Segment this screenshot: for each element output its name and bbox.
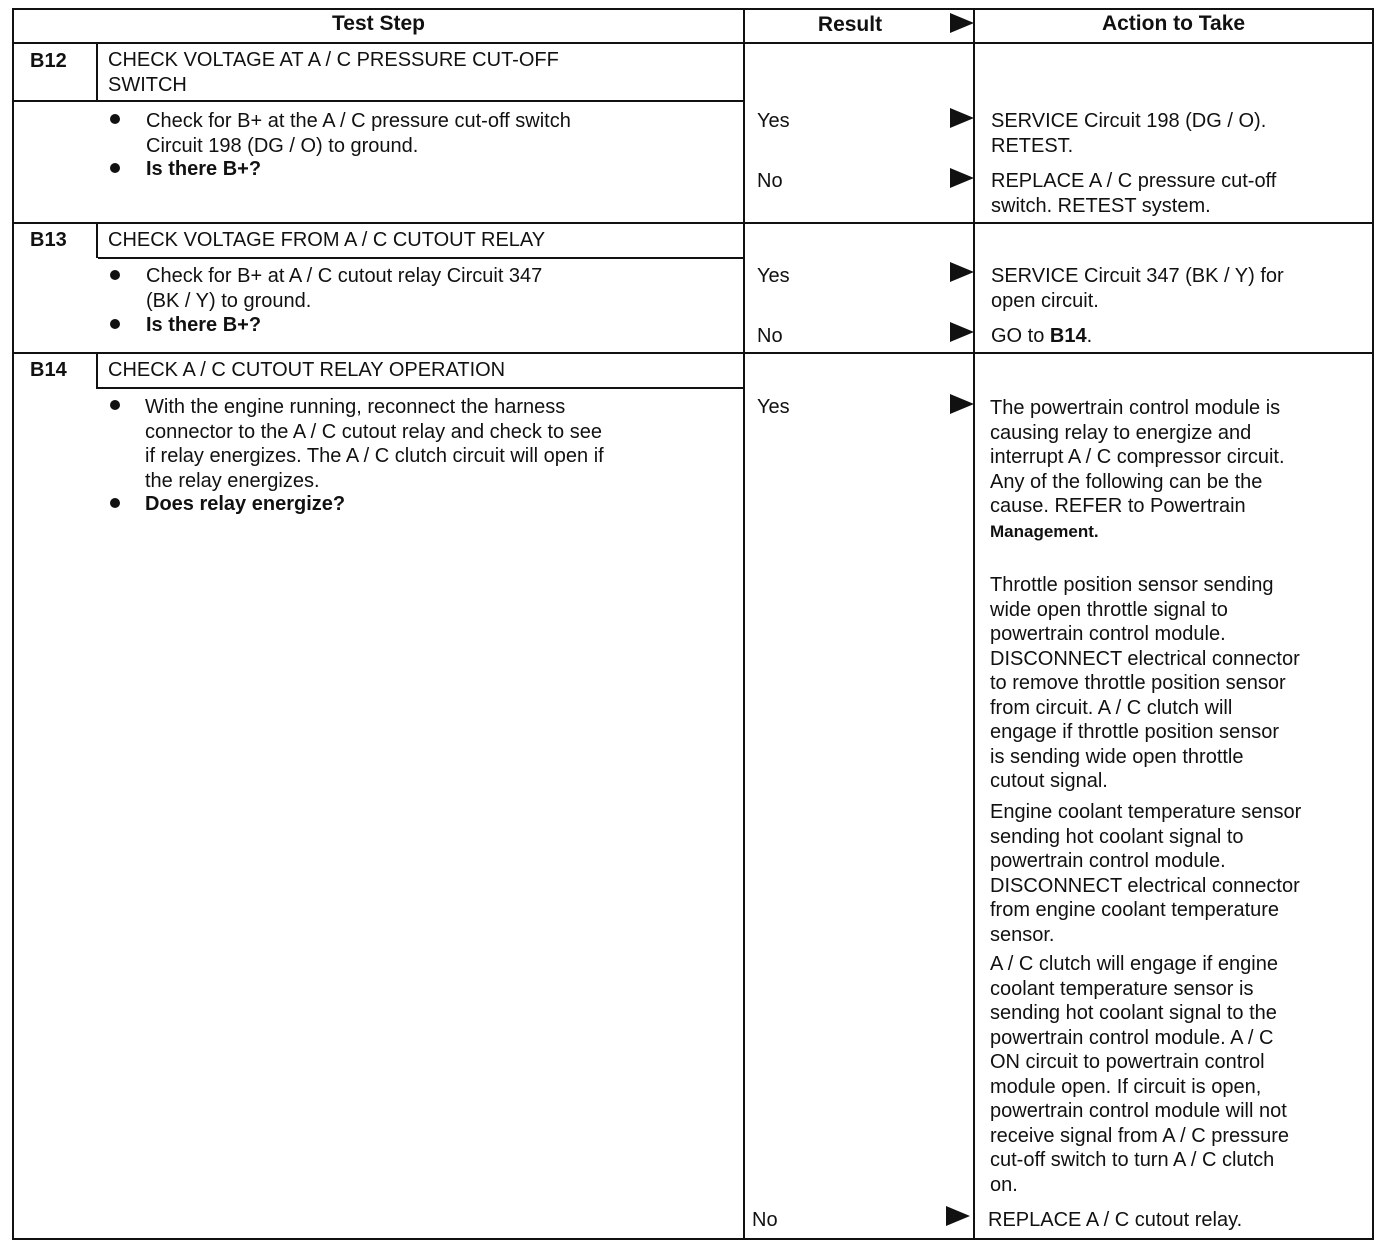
b13-no-action: GO to B14. <box>991 325 1093 347</box>
arrow-right-icon <box>950 262 974 282</box>
id-divider-b12 <box>96 43 98 101</box>
step-title-b13: CHECK VOLTAGE FROM A / C CUTOUT RELAY <box>108 229 546 251</box>
b13-yes-result: Yes <box>757 265 790 287</box>
b14-yes-action-intro: The powertrain control module is causing relay to energize and interrupt A / C compressor circuit. Any of the following can be the cause. REFER to Powertrain Management. <box>990 397 1285 541</box>
arrow-right-icon <box>950 108 974 128</box>
column-divider-result <box>743 8 745 1240</box>
header-rule <box>12 42 1374 44</box>
step-title-b12: CHECK VOLTAGE AT A / C PRESSURE CUT-OFF SWITCH <box>108 49 559 96</box>
bullet-icon <box>110 319 120 329</box>
header-arrow-icon <box>950 13 974 33</box>
goto-step-ref: B14 <box>1049 325 1087 347</box>
row-rule-b14 <box>12 352 1374 354</box>
table-border-right <box>1372 8 1374 1240</box>
header-result: Result <box>817 13 883 36</box>
b12-yes-result: Yes <box>757 110 790 132</box>
header-action: Action to Take <box>1101 12 1246 35</box>
column-divider-action <box>973 8 975 1240</box>
arrow-right-icon <box>950 168 974 188</box>
b14-question: Does relay energize? <box>145 493 346 515</box>
arrow-right-icon <box>950 322 974 342</box>
table-border-bottom <box>12 1238 1374 1240</box>
step-id-b12: B12 <box>30 50 67 72</box>
bullet-icon <box>110 163 120 173</box>
b12-yes-action: SERVICE Circuit 198 (DG / O). RETEST. <box>991 110 1267 157</box>
b14-no-result: No <box>752 1209 778 1231</box>
b12-no-action: REPLACE A / C pressure cut-off switch. RETEST system. <box>991 170 1277 217</box>
b12-no-result: No <box>757 170 783 192</box>
b13-yes-action: SERVICE Circuit 347 (BK / Y) for open circuit. <box>991 265 1284 312</box>
b13-instruction: Check for B+ at A / C cutout relay Circuit 347 (BK / Y) to ground. <box>146 265 543 312</box>
step-id-b14: B14 <box>30 359 67 381</box>
row-rule-b13 <box>12 222 1374 224</box>
step-title-b14: CHECK A / C CUTOUT RELAY OPERATION <box>108 359 506 381</box>
b14-cause-ac-on-circuit: A / C clutch will engage if engine coolant temperature sensor is sending hot coolant signal to the powertrain control module. A / C ON circuit to powertrain control module open. If circuit is open, powertrain control module will not receive signal from A / C pressure cut-off switch to turn A / C clutch on. <box>990 953 1290 1196</box>
b14-cause-throttle-sensor: Throttle position sensor sending wide open throttle signal to powertrain control module. DISCONNECT electrical connector to remove throttle position sensor from circuit. A / C clutch will engage if throttle position sensor is sending wide open throttle cutout signal. <box>990 574 1300 792</box>
arrow-right-icon <box>950 394 974 414</box>
id-divider-b14 <box>96 353 98 388</box>
b14-yes-result: Yes <box>757 396 790 418</box>
table-border-top <box>12 8 1374 10</box>
b13-question: Is there B+? <box>146 314 262 336</box>
header-test-step: Test Step <box>332 12 425 35</box>
bullet-icon <box>110 498 120 508</box>
arrow-right-icon <box>946 1206 970 1226</box>
b12-question: Is there B+? <box>146 158 262 180</box>
b14-cause-coolant-sensor: Engine coolant temperature sensor sending hot coolant signal to powertrain control module. DISCONNECT electrical connector from engine coolant temperature sensor. <box>990 801 1302 946</box>
bullet-icon <box>110 400 120 410</box>
bullet-icon <box>110 114 120 124</box>
title-rule-b14 <box>96 387 744 389</box>
bullet-icon <box>110 270 120 280</box>
table-border-left <box>12 8 14 1240</box>
b12-instruction: Check for B+ at the A / C pressure cut-off switch Circuit 198 (DG / O) to ground. <box>146 110 571 157</box>
title-rule-b13 <box>98 257 744 259</box>
id-divider-b13 <box>96 223 98 258</box>
b13-no-result: No <box>757 325 783 347</box>
title-rule-b12 <box>12 100 744 102</box>
step-id-b13: B13 <box>30 229 67 251</box>
b14-instruction: With the engine running, reconnect the harness connector to the A / C cutout relay and check to see if relay energizes. The A / C clutch circuit will open if the relay energizes. <box>145 396 604 492</box>
b14-no-action: REPLACE A / C cutout relay. <box>988 1209 1243 1231</box>
